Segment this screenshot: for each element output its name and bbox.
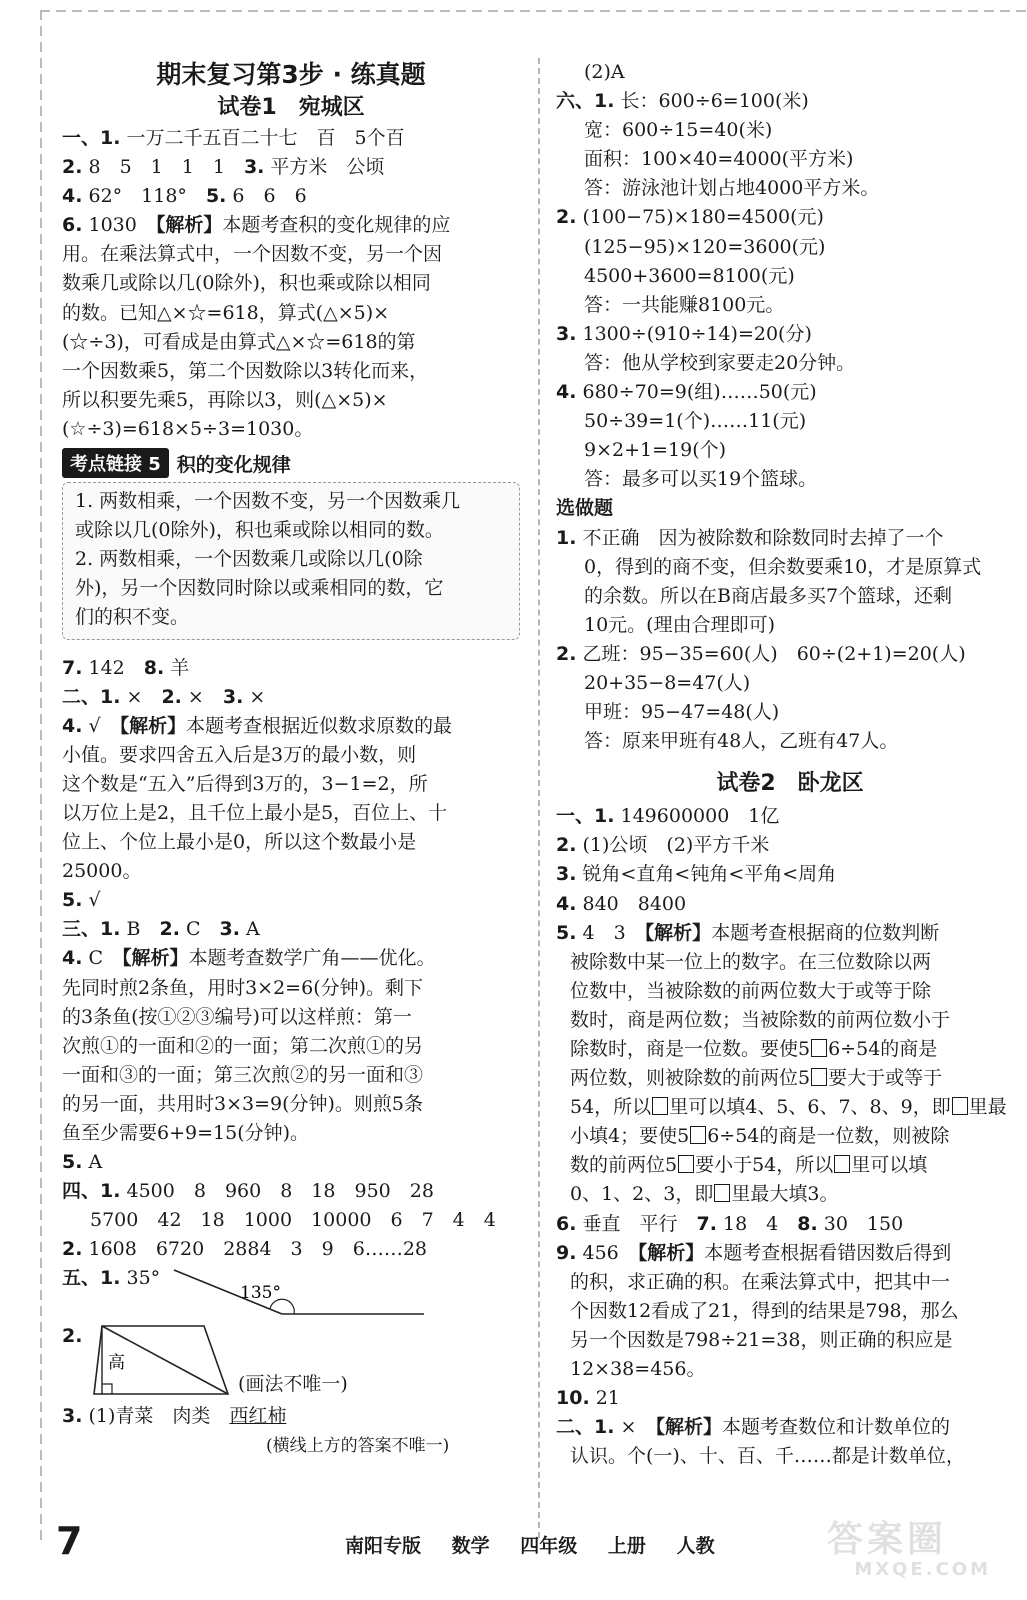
explanation-line: 除数时，商是一位数。要使5 6÷54的商是 xyxy=(570,1038,938,1060)
answer-1-4: 4. 62° 118° 5. 6 6 6 xyxy=(62,185,307,208)
solution-line: 面积：100×40=4000(平方米) xyxy=(584,148,854,171)
blank-box xyxy=(811,1039,827,1057)
blank-box xyxy=(714,1184,730,1202)
page-footer xyxy=(0,1517,1027,1580)
blank-box xyxy=(652,1097,668,1115)
answer-1-7: 7. 142 8. 羊 xyxy=(62,656,190,679)
explanation-line: 用。在乘法算式中，一个因数不变，另一个因 xyxy=(62,243,443,266)
blank-box xyxy=(690,1126,706,1144)
explanation-line: 个因数12看成了21，得到的结果是798，那么 xyxy=(570,1299,959,1322)
p2-answer-1-6: 6. 垂直 平行 7. 18 4 8. 30 150 xyxy=(556,1212,904,1235)
p2-answer-2-1: 二、1. × 【解析】本题考查数位和计数单位的 xyxy=(556,1416,950,1439)
explanation-line: 以万位上是2，且千位上最小是5，百位上、十 xyxy=(62,801,448,824)
answer-6-3: 3. 1300÷(910÷14)=20(分) xyxy=(556,322,812,345)
p2-answer-1-4: 4. 840 8400 xyxy=(556,892,687,915)
height-label: 高 xyxy=(108,1353,125,1374)
watermark-logo: 答案圈 MXQE.COM xyxy=(827,1519,991,1580)
explanation-line: 数乘几或除以几(0除外)，积也乘或除以相同 xyxy=(62,272,431,295)
answer-5-3-2: (2)A xyxy=(584,61,625,83)
paper1-title: 试卷1 宛城区 xyxy=(217,95,365,120)
p2-answer-1-3: 3. 锐角<直角<钝角<平角<周角 xyxy=(556,863,837,886)
answer-1-2: 2. 8 5 1 1 1 3. 平方米 公顷 xyxy=(62,156,385,179)
column-divider xyxy=(538,58,540,1538)
kaodian-title: 积的变化规律 xyxy=(176,453,291,476)
explanation-line: 被除数中某一位上的数字。在三位数除以两 xyxy=(570,950,932,973)
optional-2: 2. 乙班：95−35=60(人) 60÷(2+1)=20(人) xyxy=(556,642,966,665)
p2-answer-1-1: 一、1. 149600000 1亿 xyxy=(556,805,780,828)
angle-figure xyxy=(62,1264,520,1322)
solution-line: 甲班：95−47=48(人) xyxy=(584,701,780,724)
explanation-line: (☆÷3)，可看成是由算式△×☆=618的第 xyxy=(62,330,416,353)
page-title: 期末复习第3步 · 练真题 xyxy=(156,60,426,89)
explanation-line: 的3条鱼(按①②③编号)可以这样煎：第一 xyxy=(62,1005,412,1028)
solution-line: 20+35−8=47(人) xyxy=(584,671,751,694)
paper2-title: 试卷2 卧龙区 xyxy=(716,771,864,797)
dashed-border-top xyxy=(40,10,1027,12)
kaodian-box xyxy=(62,482,520,639)
blank-box xyxy=(834,1155,850,1173)
angle-drawing xyxy=(162,1264,462,1322)
page-number: 7 xyxy=(56,1519,83,1563)
kaodian-line: 们的积不变。 xyxy=(75,606,190,629)
left-column xyxy=(62,58,520,1461)
explanation-line: 小值。要求四舍五入后是3万的最小数，则 xyxy=(62,743,417,766)
right-column xyxy=(556,58,1024,1471)
kaodian-line: 1. 两数相乘，一个因数不变，另一个因数乘几 xyxy=(75,490,461,513)
blank-box xyxy=(811,1068,827,1086)
explanation-line: 数的前两位5 要小于54，所以 里可以填 xyxy=(570,1154,928,1177)
p2-answer-1-10: 10. 21 xyxy=(556,1387,620,1410)
answer-5-3: 3. (1)青菜 肉类 西红柿 xyxy=(62,1405,287,1428)
answer-2-4: 4. √ 【解析】本题考查根据近似数求原数的最 xyxy=(62,714,453,737)
explanation-line: 次煎①的一面和②的一面；第二次煎①的另 xyxy=(62,1034,424,1057)
kaodian-line: 外)，另一个因数同时除以或乘相同的数，它 xyxy=(75,577,444,600)
answer-6-2: 2. (100−75)×180=4500(元) xyxy=(556,206,824,229)
answer-2-1: 二、1. × 2. × 3. × xyxy=(62,685,266,708)
answer-3-1: 三、1. B 2. C 3. A xyxy=(62,918,260,941)
answer-6-4: 4. 680÷70=9(组)……50(元) xyxy=(556,381,817,404)
solution-line: 0，得到的商不变，但余数要乘10，才是原算式 xyxy=(584,555,982,578)
solution-line: 的余数。所以在B商店最多买7个篮球，还剩 xyxy=(584,584,953,607)
explanation-line: 0、1、2、3，即 里最大填3。 xyxy=(570,1183,839,1206)
solution-line: 9×2+1=19(个) xyxy=(584,439,727,462)
explanation-line: 位数中，当被除数的前两位数大于或等于除 xyxy=(570,979,932,1002)
answer-4-1: 四、1. 4500 8 960 8 18 950 28 xyxy=(62,1180,434,1203)
angle-label: 135° xyxy=(240,1283,281,1304)
explanation-line: 先同时煎2条鱼，用时3×2=6(分钟)。剩下 xyxy=(62,976,424,999)
explanation-line: 两位数，则被除数的前两位5 要大于或等于 xyxy=(570,1067,943,1090)
solution-line: 50÷39=1(个)……11(元) xyxy=(584,410,807,433)
optional-heading: 选做题 xyxy=(556,497,614,520)
explanation-line: (☆÷3)=618×5÷3=1030。 xyxy=(62,417,314,440)
grade-label: 四年级 xyxy=(520,1535,578,1557)
explanation-line: 这个数是“五入”后得到3万的，3−1=2，所 xyxy=(62,772,428,795)
explanation-line: 一面和③的一面；第三次煎②的另一面和③ xyxy=(62,1063,424,1086)
solution-line: 4500+3600=8100(元) xyxy=(584,264,795,287)
solution-line: 答：一共能赚8100元。 xyxy=(584,293,785,316)
p2-answer-1-2: 2. (1)公顷 (2)平方千米 xyxy=(556,834,770,857)
explanation-line: 54，所以 里可以填4、5、6、7、8、9，即 里最 xyxy=(570,1096,1007,1119)
explanation-line: 所以积要先乘5，再除以3，则(△×5)× xyxy=(62,388,388,411)
solution-line: 答：最多可以买19个篮球。 xyxy=(584,468,818,491)
kaodian-line: 2. 两数相乘，一个因数乘几或除以几(0除 xyxy=(75,548,423,571)
answer-5-3-note: (横线上方的答案不唯一) xyxy=(266,1435,450,1456)
blank-box xyxy=(678,1155,694,1173)
explanation-line: 另一个因数是798÷21=38，则正确的积应是 xyxy=(570,1328,953,1351)
kaodian-tag: 考点链接 5 xyxy=(62,448,169,478)
answer-4-2: 2. 1608 6720 2884 3 9 6……28 xyxy=(62,1238,427,1261)
dashed-border-left xyxy=(40,10,42,1545)
publisher-label: 人教 xyxy=(676,1535,715,1557)
edition-label: 南阳专版 xyxy=(345,1535,422,1557)
trapezoid-note: (画法不唯一) xyxy=(238,1373,348,1396)
explanation-line: 25000。 xyxy=(62,860,142,883)
explanation-line: 小填4；要使5 6÷54的商是一位数，则被除 xyxy=(570,1125,950,1148)
explanation-line: 的另一面，共用时3×3=9(分钟)。则煎5条 xyxy=(62,1092,424,1115)
explanation-line: 一个因数乘5，第二个因数除以3转化而来， xyxy=(62,359,429,382)
explanation-line: 的数。已知△×☆=618，算式(△×5)× xyxy=(62,301,390,324)
p2-answer-1-5: 5. 4 3 【解析】本题考查根据商的位数判断 xyxy=(556,921,940,944)
explanation-line: 鱼至少需要6+9=15(分钟)。 xyxy=(62,1122,310,1144)
book-info xyxy=(345,1531,739,1558)
solution-line: 宽：600÷15=40(米) xyxy=(584,119,773,142)
answer-3-4: 4. C 【解析】本题考查数学广角——优化。 xyxy=(62,947,436,970)
answer-5-2: 2. xyxy=(62,1325,83,1348)
solution-line: 10元。(理由合理即可) xyxy=(584,613,776,636)
answer-1-6: 6. 1030 【解析】本题考查积的变化规律的应 xyxy=(62,214,451,237)
optional-1: 1. 不正确 因为被除数和除数同时去掉了一个 xyxy=(556,526,944,549)
volume-label: 上册 xyxy=(607,1535,646,1557)
explanation-line: 数时，商是两位数；当被除数的前两位数小于 xyxy=(570,1008,951,1031)
trapezoid-figure xyxy=(62,1322,520,1402)
solution-line: 答：游泳池计划占地4000平方米。 xyxy=(584,177,880,200)
answer-4-1-cont: 5700 42 18 1000 10000 6 7 4 4 xyxy=(90,1209,496,1232)
solution-line: (125−95)×120=3600(元) xyxy=(584,235,826,258)
blank-box xyxy=(952,1097,968,1115)
answer-3-5: 5. A xyxy=(62,1151,103,1174)
explanation-line: 位上、个位上最小是0，所以这个数最小是 xyxy=(62,831,417,854)
kaodian-header xyxy=(62,448,520,478)
kaodian-line: 或除以几(0除外)，积也乘或除以相同的数。 xyxy=(75,519,444,542)
answer-5-1: 五、1. 35° xyxy=(62,1267,161,1290)
solution-line: 答：他从学校到家要走20分钟。 xyxy=(584,351,856,374)
answer-2-5: 5. √ xyxy=(62,889,101,912)
answer-6-1: 六、1. 长：600÷6=100(米) xyxy=(556,90,809,113)
explanation-line: 的积，求正确的积。在乘法算式中，把其中一 xyxy=(570,1270,951,1293)
explanation-line: 12×38=456。 xyxy=(570,1358,706,1381)
subject-label: 数学 xyxy=(451,1535,490,1557)
solution-line: 答：原来甲班有48人，乙班有47人。 xyxy=(584,730,899,753)
p2-answer-1-9: 9. 456 【解析】本题考查根据看错因数后得到 xyxy=(556,1241,952,1264)
answer-1-1: 一、1. 一万二千五百二十七 百 5个百 xyxy=(62,127,405,149)
explanation-line: 认识。个(一)、十、百、千……都是计数单位， xyxy=(570,1445,965,1468)
